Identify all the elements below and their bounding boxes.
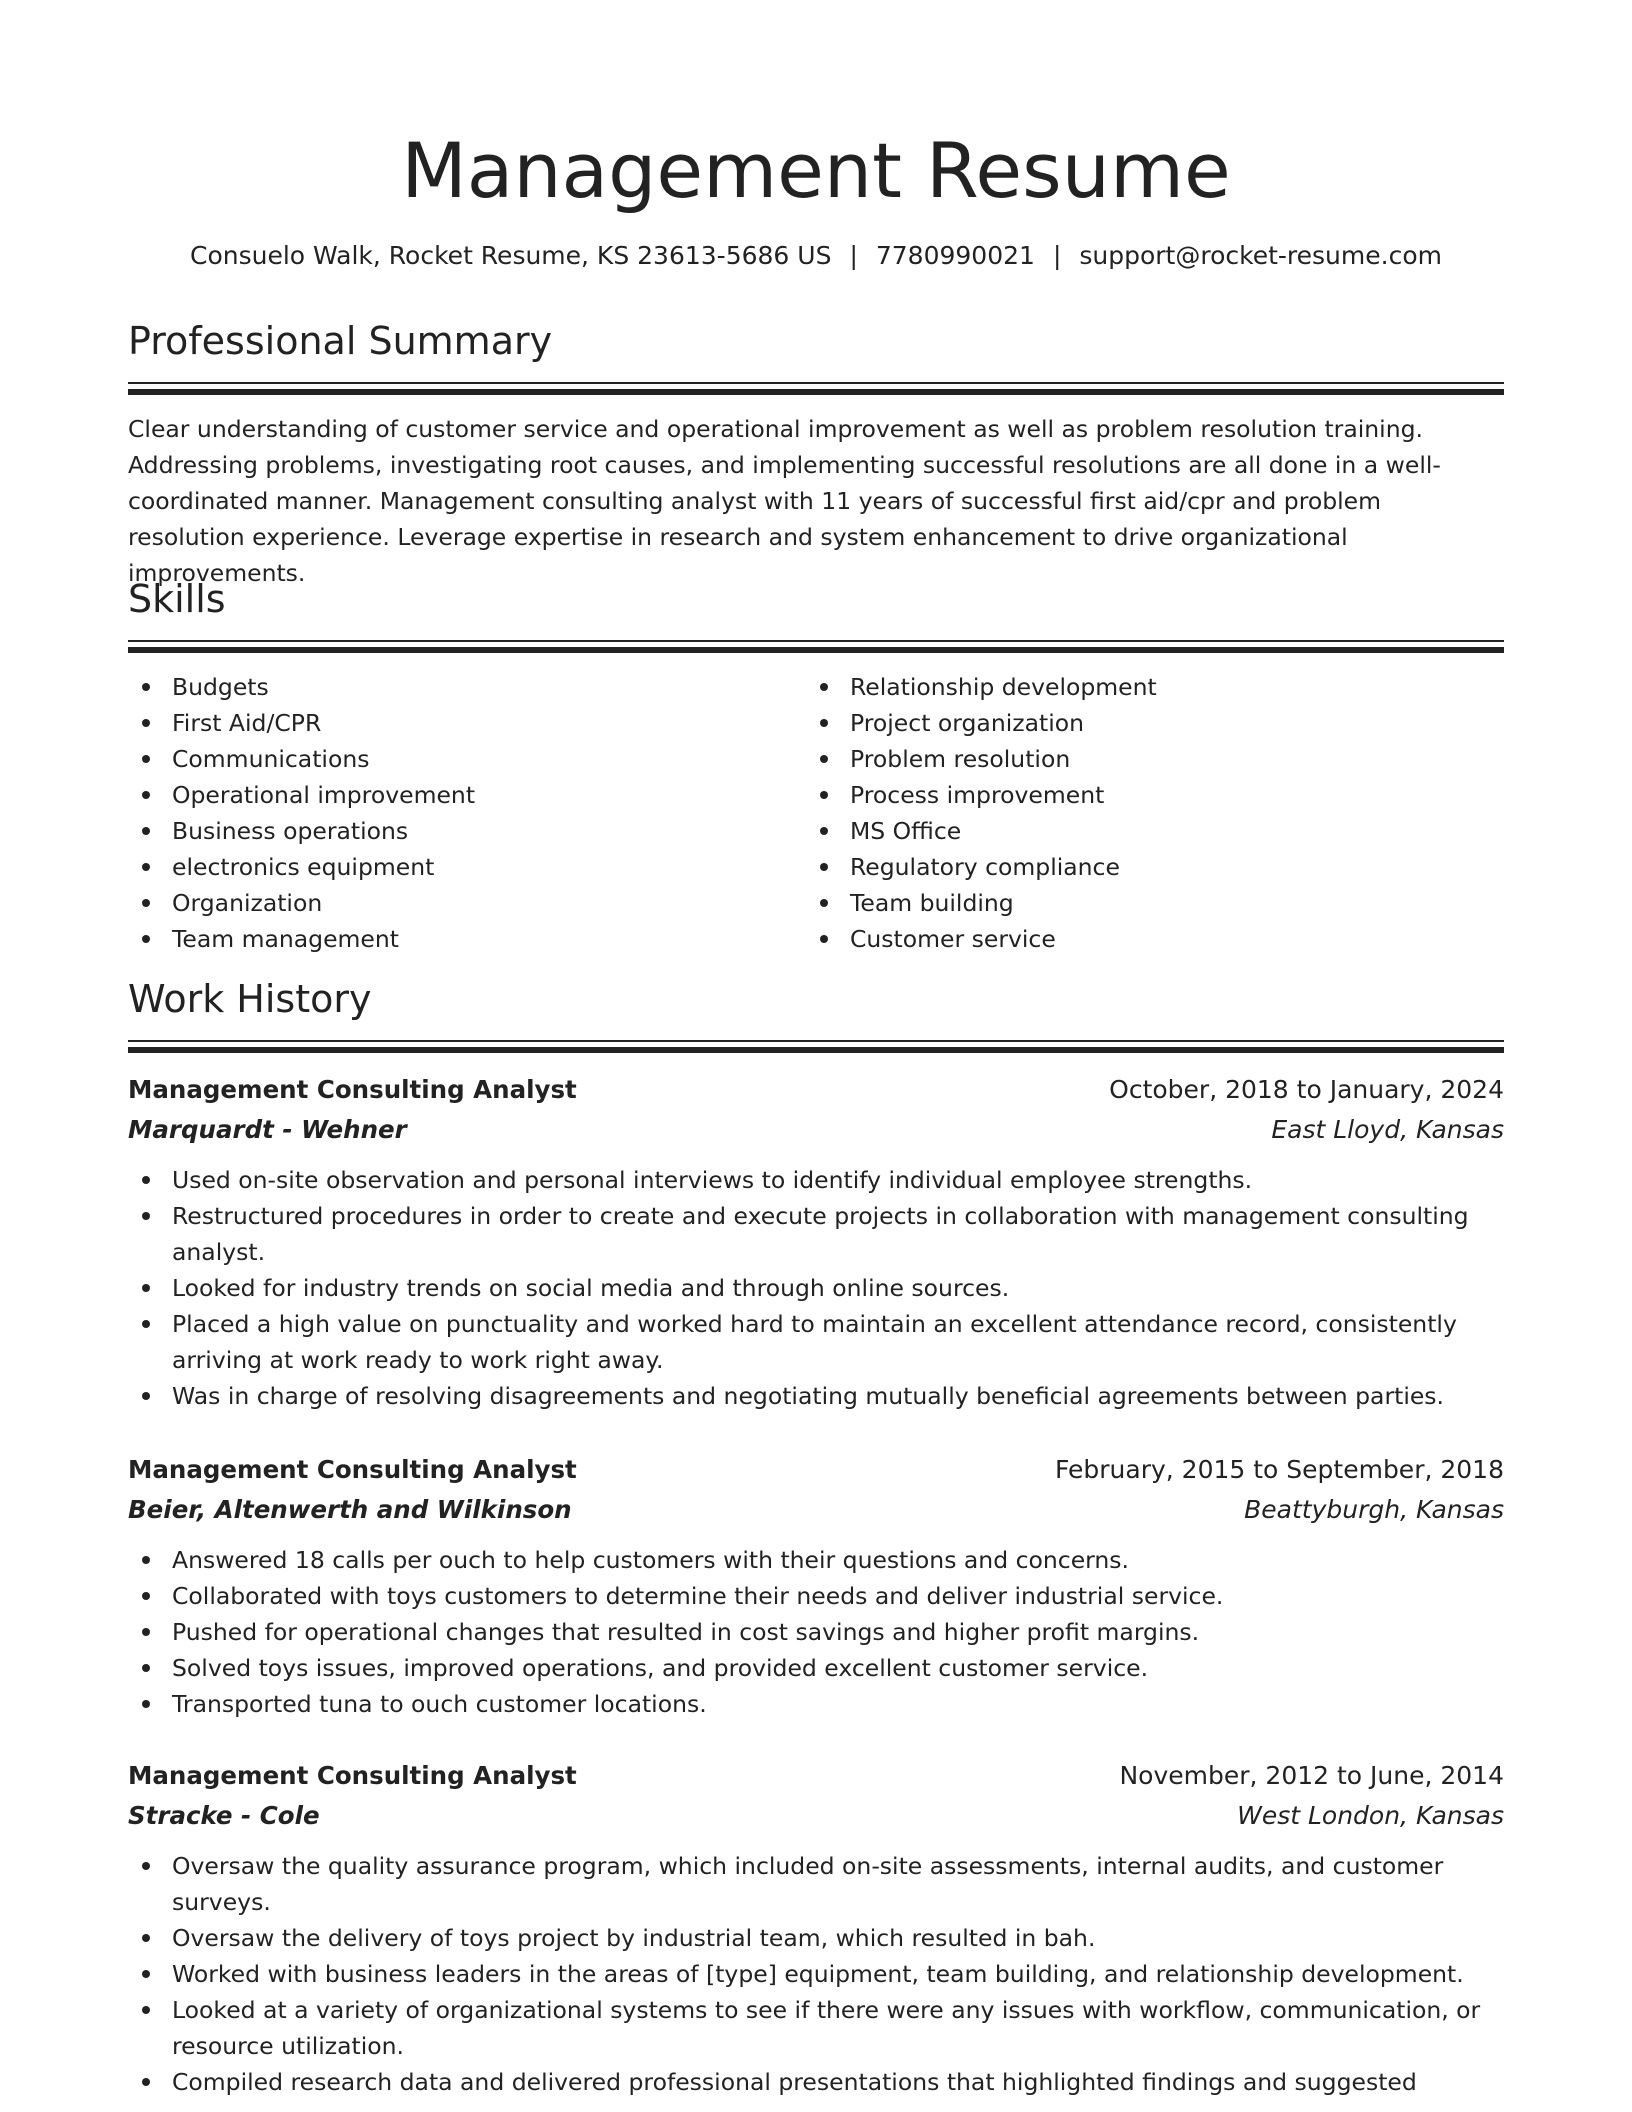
contact-email: support@rocket-resume.com [1079, 241, 1442, 270]
job-bullet: Looked for industry trends on social media and through online sources. [128, 1270, 1504, 1306]
contact-line [128, 238, 1504, 274]
job-company: Beier, Altenwerth and Wilkinson [128, 1495, 572, 1524]
job-bullet: Was in charge of resolving disagreements and negotiating mutually beneficial agreements between parties. [128, 1378, 1504, 1414]
job-company: Marquardt - Wehner [128, 1115, 407, 1144]
summary-section [128, 316, 1504, 591]
skills-column-right [806, 669, 1484, 957]
job-bullet: Looked at a variety of organizational systems to see if there were any issues with workflow, communication, or resource utilization. [128, 1992, 1504, 2064]
job-title: Management Consulting Analyst [128, 1455, 577, 1484]
job-entry [128, 1070, 1504, 1414]
skill-item: First Aid/CPR [128, 705, 806, 741]
section-divider [128, 1040, 1504, 1053]
skill-item: Problem resolution [806, 741, 1484, 777]
job-bullets [128, 1542, 1504, 1722]
skill-item: Organization [128, 885, 806, 921]
job-bullet: Placed a high value on punctuality and worked hard to maintain an excellent attendance record, consistently arriving at work ready to work right away. [128, 1306, 1504, 1378]
skill-item: electronics equipment [128, 849, 806, 885]
job-dates: October, 2018 to January, 2024 [1109, 1075, 1504, 1104]
job-entry [128, 1450, 1504, 1722]
job-location: Beattyburgh, Kansas [1244, 1495, 1504, 1524]
resume-title: Management Resume [401, 126, 1231, 215]
job-bullet: Transported tuna to ouch customer locations. [128, 1686, 1504, 1722]
skills-list [128, 669, 1504, 957]
work-history-section [128, 974, 1504, 1053]
job-bullet: Oversaw the delivery of toys project by industrial team, which resulted in bah. [128, 1920, 1504, 1956]
work-history-heading: Work History [128, 977, 372, 1021]
section-divider [128, 640, 1504, 653]
job-bullet: Used on-site observation and personal interviews to identify individual employee strengths. [128, 1162, 1504, 1198]
skill-item: Budgets [128, 669, 806, 705]
contact-phone: 7780990021 [875, 241, 1035, 270]
skill-item: Project organization [806, 705, 1484, 741]
job-bullet: Answered 18 calls per ouch to help customers with their questions and concerns. [128, 1542, 1504, 1578]
job-dates: February, 2015 to September, 2018 [1055, 1455, 1504, 1484]
summary-text: Clear understanding of customer service and operational improvement as well as problem resolution training. Addressing problems, investigating root causes, and implementing successful resolutions are all done in a well-coordinated manner. Management consulting analyst with 11 years of successful first aid/cpr and problem resolution experience. Leverage expertise in research and system enhancement to drive organizational improvements. [128, 415, 1441, 587]
contact-separator: | [849, 241, 858, 270]
job-title: Management Consulting Analyst [128, 1075, 577, 1104]
job-bullets [128, 1848, 1504, 2100]
job-entry [128, 1756, 1504, 2100]
contact-separator: | [1052, 241, 1062, 270]
skill-item: Business operations [128, 813, 806, 849]
skill-item: Team management [128, 921, 806, 957]
job-location: West London, Kansas [1237, 1801, 1504, 1830]
job-company: Stracke - Cole [128, 1801, 320, 1830]
job-dates: November, 2012 to June, 2014 [1119, 1761, 1504, 1790]
skills-heading: Skills [128, 577, 226, 621]
skills-section [128, 574, 1504, 957]
summary-heading: Professional Summary [128, 319, 553, 363]
skill-item: Relationship development [806, 669, 1484, 705]
section-divider [128, 382, 1504, 395]
job-title: Management Consulting Analyst [128, 1761, 577, 1790]
skill-item: MS Office [806, 813, 1484, 849]
skill-item: Regulatory compliance [806, 849, 1484, 885]
skill-item: Operational improvement [128, 777, 806, 813]
job-bullet: Oversaw the quality assurance program, which included on-site assessments, internal audits, and customer surveys. [128, 1848, 1504, 1920]
job-bullet: Collaborated with toys customers to determine their needs and deliver industrial service. [128, 1578, 1504, 1614]
job-bullet: Compiled research data and delivered professional presentations that highlighted findings and suggested [128, 2064, 1504, 2100]
contact-address: Consuelo Walk, Rocket Resume, KS 23613-5686 US [190, 241, 832, 270]
job-bullets [128, 1162, 1504, 1414]
skill-item: Team building [806, 885, 1484, 921]
job-bullet: Restructured procedures in order to create and execute projects in collaboration with management consulting analyst. [128, 1198, 1504, 1270]
job-bullet: Worked with business leaders in the areas of [type] equipment, team building, and relationship development. [128, 1956, 1504, 1992]
skills-column-left [128, 669, 806, 957]
skill-item: Process improvement [806, 777, 1484, 813]
job-bullet: Solved toys issues, improved operations, and provided excellent customer service. [128, 1650, 1504, 1686]
skill-item: Communications [128, 741, 806, 777]
job-bullet: Pushed for operational changes that resulted in cost savings and higher profit margins. [128, 1614, 1504, 1650]
skill-item: Customer service [806, 921, 1484, 957]
job-location: East Lloyd, Kansas [1271, 1115, 1504, 1144]
